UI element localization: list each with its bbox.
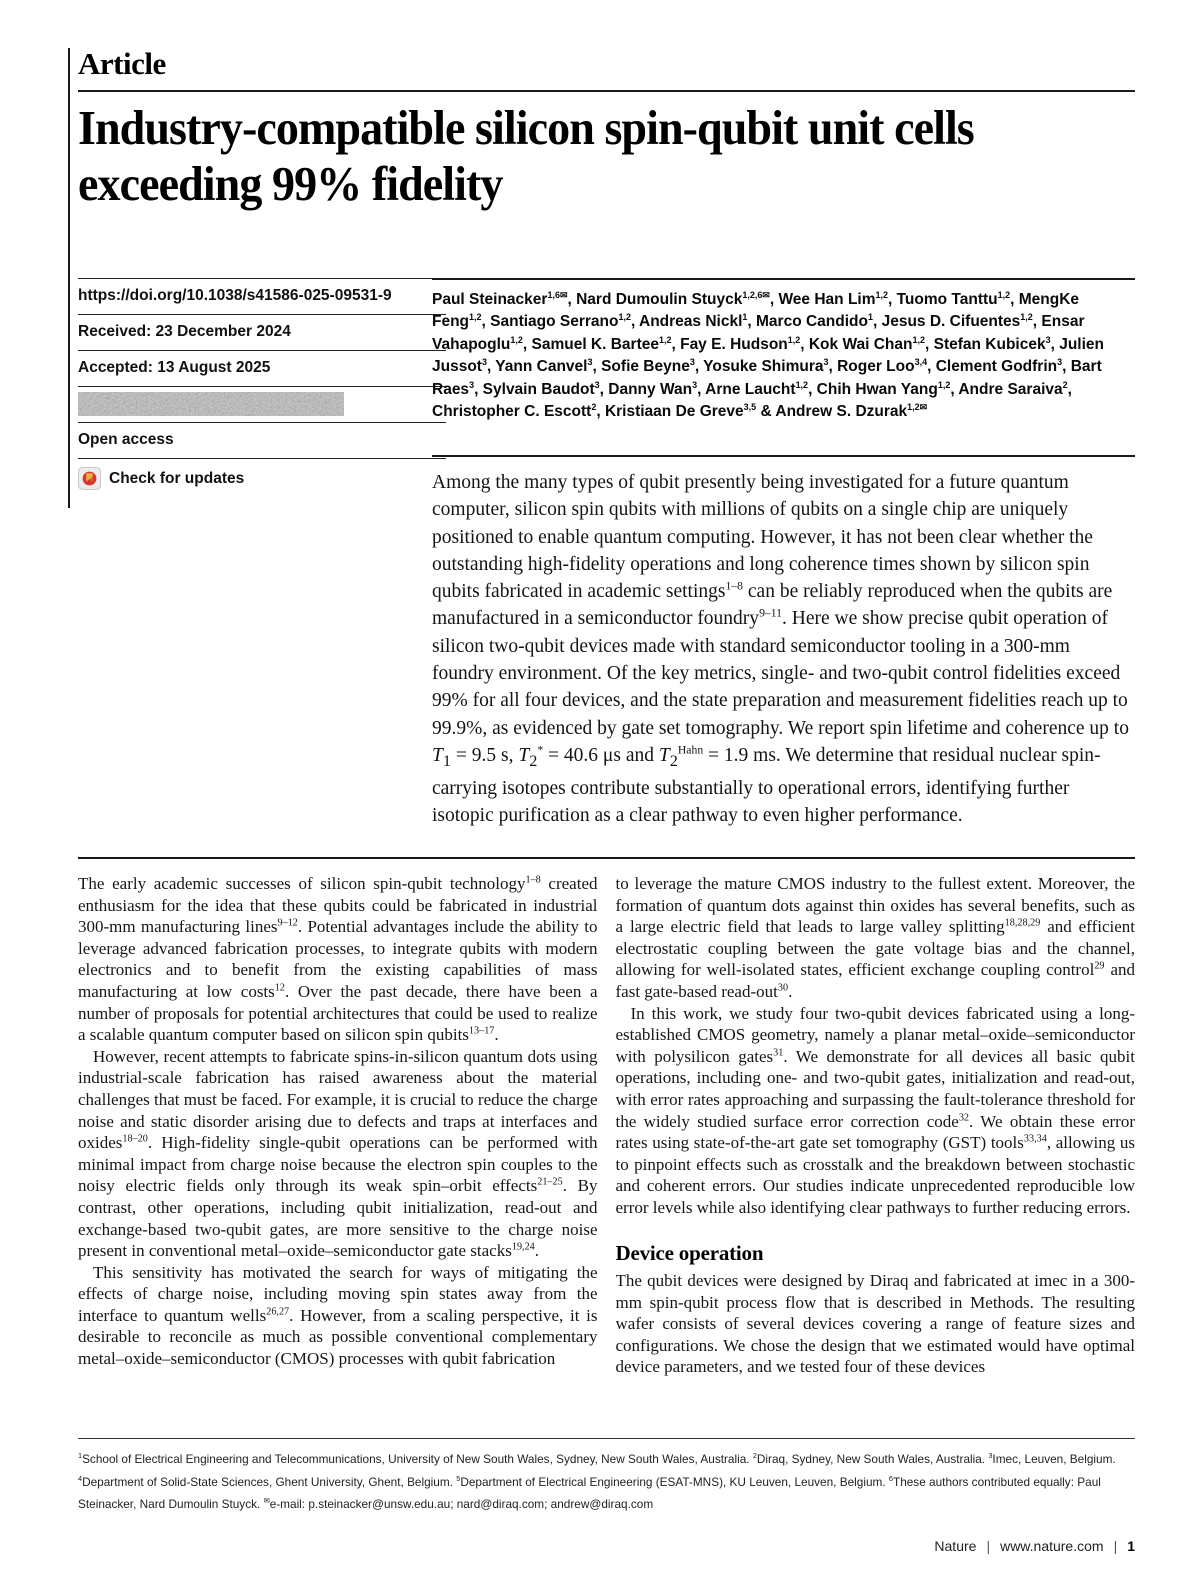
- received-date: Received: 23 December 2024: [78, 323, 291, 340]
- paper-title: Industry-compatible silicon spin-qubit unit cells exceeding 99% fidelity: [78, 100, 974, 211]
- journal-url: www.nature.com: [1000, 1538, 1104, 1554]
- body-column-right: [616, 873, 1136, 1421]
- body-section: [78, 857, 1135, 1421]
- body-paragraph: to leverage the mature CMOS industry to the fullest extent. Moreover, the formation of quantum dots against thin oxides has several benefits, such as a large electric field that leads to large valley splitting$^{18,28,29}$ and efficient electrostatic coupling between the gate voltage bias and the channel, allowing for well-isolated states, efficient exchange coupling control$^{29}$ and fast gate-based read-out$^{30}$.: [615, 874, 1135, 1001]
- published-online-redacted-row: [78, 386, 446, 422]
- body-column-left: [78, 873, 598, 1421]
- body-paragraph: This sensitivity has motivated the search for ways of mitigating the effects of charge noise, including moving spin states away from the interface to quantum wells$^{26,27}$. However, from a scaling perspective, it is desirable to reconcile as much as possible conventional complementary metal–oxide–semiconductor (CMOS) processes with qubit fabrication: [78, 1262, 598, 1369]
- footer-separator: |: [1113, 1538, 1118, 1554]
- body-paragraph: The early academic successes of silicon spin-qubit technology$^{1-8}$ created enthusiasm for the idea that these qubits could be fabricated in industrial 300-mm manufacturing lines$^{9-12}$. Potential advantages include the ability to leverage advanced fabrication processes, to integrate qubits with modern electronics and to benefit from the existing capabilities of mass manufacturing at low costs$^{12}$. Over the past decade, there have been a number of proposals for potential architectures that could be used to realize a scalable quantum computer based on silicon spin qubits$^{13-17}$.: [78, 874, 598, 1045]
- doi-row: [78, 278, 446, 314]
- metadata-sidebar: [78, 278, 446, 499]
- crossmark-icon: [78, 467, 101, 490]
- check-for-updates-row[interactable]: [78, 458, 446, 499]
- received-row: [78, 314, 446, 350]
- section-heading-device-operation: Device operation: [615, 1240, 764, 1265]
- accepted-date: Accepted: 13 August 2025: [78, 359, 271, 376]
- footer-separator: |: [986, 1538, 991, 1554]
- page-number: 1: [1127, 1538, 1135, 1554]
- redacted-noise-bar: [78, 392, 344, 416]
- accepted-row: [78, 350, 446, 386]
- journal-name: Nature: [934, 1538, 977, 1554]
- header-horizontal-rule: [78, 90, 1135, 92]
- body-paragraph: However, recent attempts to fabricate spins-in-silicon quantum dots using industrial-scale fabrication has raised awareness about the material challenges that must be faced. For example, it is crucial to reduce the charge noise and static disorder arising due to defects and traps at interfaces and oxides$^{18-20}$. High-fidelity single-qubit operations can be performed with minimal impact from charge noise because the electron spin couples to the noisy electric fields only through its weak spin–orbit effects$^{21-25}$. By contrast, other operations, including qubit initialization, read-out and exchange-based two-qubit gates, are more sensitive to the charge noise present in conventional metal–oxide–semiconductor gate stacks$^{19,24}$.: [78, 1046, 598, 1261]
- abstract: Among the many types of qubit presently being investigated for a future quantum computer, silicon spin qubits with millions of qubits on a single chip are uniquely positioned to enable quantum computing. However, it has not been clear whether the outstanding high-fidelity operations and long coherence times shown by silicon spin qubits fabricated in academic settings$^{1-8}$ can be reliably reproduced when the qubits are manufactured in a semiconductor foundry$^{9-11}$. Here we show precise qubit operation of silicon two-qubit devices made with standard semiconductor tooling in a 300-mm foundry environment. Of the key metrics, single- and two-qubit control fidelities exceed 99% for all four devices, and the state preparation and measurement fidelities reach up to 99.9%, as evidenced by gate set tomography. We report spin lifetime and coherence up to $T_1 = 9.5$ s, $T_2^* = 40.6$ μs and $T_2^{Hahn} = 1.9$ ms. We determine that residual nuclear spin-carrying isotopes contribute substantially to operational errors, identifying further isotopic purification as a clear pathway to even higher performance.: [432, 455, 1135, 830]
- article-type-label: Article: [78, 46, 166, 81]
- open-access-label: Open access: [78, 431, 174, 448]
- open-access-row: [78, 422, 446, 458]
- doi-link[interactable]: https://doi.org/10.1038/s41586-025-09531-9: [78, 287, 392, 304]
- body-paragraph: The qubit devices were designed by Diraq and fabricated at imec in a 300-mm spin-qubit process flow that is described in Methods. The resulting wafer consists of several devices covering a range of feature sizes and configurations. We chose the design that we estimated would have optimal device parameters, and we tested four of these devices: [615, 1271, 1135, 1377]
- header-vertical-rule: [68, 48, 70, 508]
- author-list: Paul Steinacker$^{1,6✉}$, Nard Dumoulin Stuyck$^{1,2,6✉}$, Wee Han Lim$^{1,2}$, Tuomo Tanttu$^{1,2}$, MengKe Feng$^{1,2}$, Santiago Serrano$^{1,2}$, Andreas Nickl$^1$, Marco Candido$^1$, Jesus D. Cifuentes$^{1,2}$, Ensar Vahapoglu$^{1,2}$, Samuel K. Bartee$^{1,2}$, Fay E. Hudson$^{1,2}$, Kok Wai Chan$^{1,2}$, Stefan Kubicek$^3$, Julien Jussot$^3$, Yann Canvel$^3$, Sofie Beyne$^3$, Yosuke Shimura$^3$, Roger Loo$^{3,4}$, Clement Godfrin$^3$, Bart Raes$^3$, Sylvain Baudot$^3$, Danny Wan$^3$, Arne Laucht$^{1,2}$, Chih Hwan Yang$^{1,2}$, Andre Saraiva$^2$, Christopher C. Escott$^2$, Kristiaan De Greve$^{3,5}$ & Andrew S. Dzurak$^{1,2✉}$: [432, 278, 1135, 423]
- body-paragraph: In this work, we study four two-qubit devices fabricated using a long-established CMOS geometry, namely a planar metal–oxide–semiconductor with polysilicon gates$^{31}$. We demonstrate for all devices all basic qubit operations, including one- and two-qubit gates, initialization and read-out, with error rates approaching and surpassing the fault-tolerance threshold for the widely studied surface error correction code$^{32}$. We obtain these error rates using state-of-the-art gate set tomography (GST) tools$^{33,34}$, allowing us to pinpoint effects such as crosstalk and the breakdown between stochastic and coherent errors. Our studies indicate unprecedented reproducible low error levels while also identifying clear pathways to further reducing errors.: [615, 1003, 1135, 1217]
- affiliations-footnote: $^1$School of Electrical Engineering and Telecommunications, University of New South Wales, Sydney, New South Wales, Australia. $^2$Diraq, Sydney, New South Wales, Australia. $^3$Imec, Leuven, Belgium. $^4$Department of Solid-State Sciences, Ghent University, Ghent, Belgium. $^5$Department of Electrical Engineering (ESAT-MNS), KU Leuven, Leuven, Belgium. $^6$These authors contributed equally: Paul Steinacker, Nard Dumoulin Stuyck. ✉e-mail: p.steinacker@unsw.edu.au; nard@diraq.com; andrew@diraq.com: [78, 1438, 1135, 1516]
- check-for-updates-label[interactable]: Check for updates: [109, 469, 245, 487]
- page-footer: [934, 1538, 1135, 1554]
